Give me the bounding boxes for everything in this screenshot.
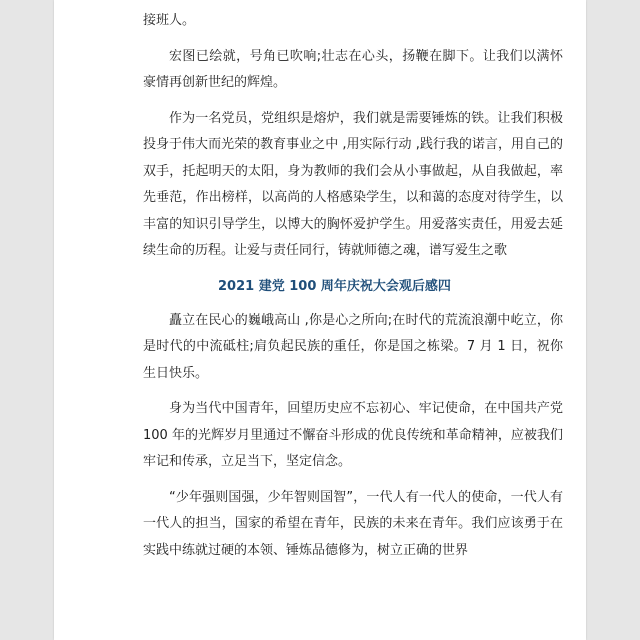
paragraph: 宏图已绘就，号角已吹响;壮志在心头，扬鞭在脚下。让我们以满怀豪情再创新世纪的辉煌。 xyxy=(143,48,563,90)
document-page xyxy=(54,0,586,640)
paragraph: 作为一名党员，党组织是熔炉，我们就是需要锤炼的铁。让我们积极投身于伟大而光荣的教育事业之中 ,用实际行动 ,践行我的诺言，用自己的双手，托起明天的太阳，身为教师的我们会从小事做起，从自我做起，率先垂范，作出榜样，以高尚的人格感染学生，以和蔼的态度对待学生，以丰富的知识引导学生，以博大的胸怀爱护学生。用爱落实责任，用爱去延续生命的历程。让爱与责任同行，铸就师德之魂，谱写爱生之歌 xyxy=(143,110,563,258)
paragraph-continuation: 接班人。 xyxy=(143,13,196,28)
paragraph: “少年强则国强，少年智则国智”，一代人有一代人的使命，一代人有一代人的担当，国家的希望在青年，民族的未来在青年。我们应该勇于在实践中练就过硬的本领、锤炼品德修为，树立正确的世界 xyxy=(143,489,563,558)
paragraph: 身为当代中国青年，回望历史应不忘初心、牢记使命，在中国共产党 100 年的光辉岁月里通过不懈奋斗形成的优良传统和革命精神，应被我们牢记和传承，立足当下，坚定信念。 xyxy=(143,401,563,469)
paragraph: 矗立在民心的巍峨高山 ,你是心之所向;在时代的荒流浪潮中屹立，你是时代的中流砥柱;肩负起民族的重任，你是国之栋梁。7 月 1 日，祝你生日快乐。 xyxy=(143,312,563,381)
document-body xyxy=(143,8,563,573)
section-heading: 2021 建党 100 周年庆祝大会观后感四 xyxy=(218,278,451,294)
